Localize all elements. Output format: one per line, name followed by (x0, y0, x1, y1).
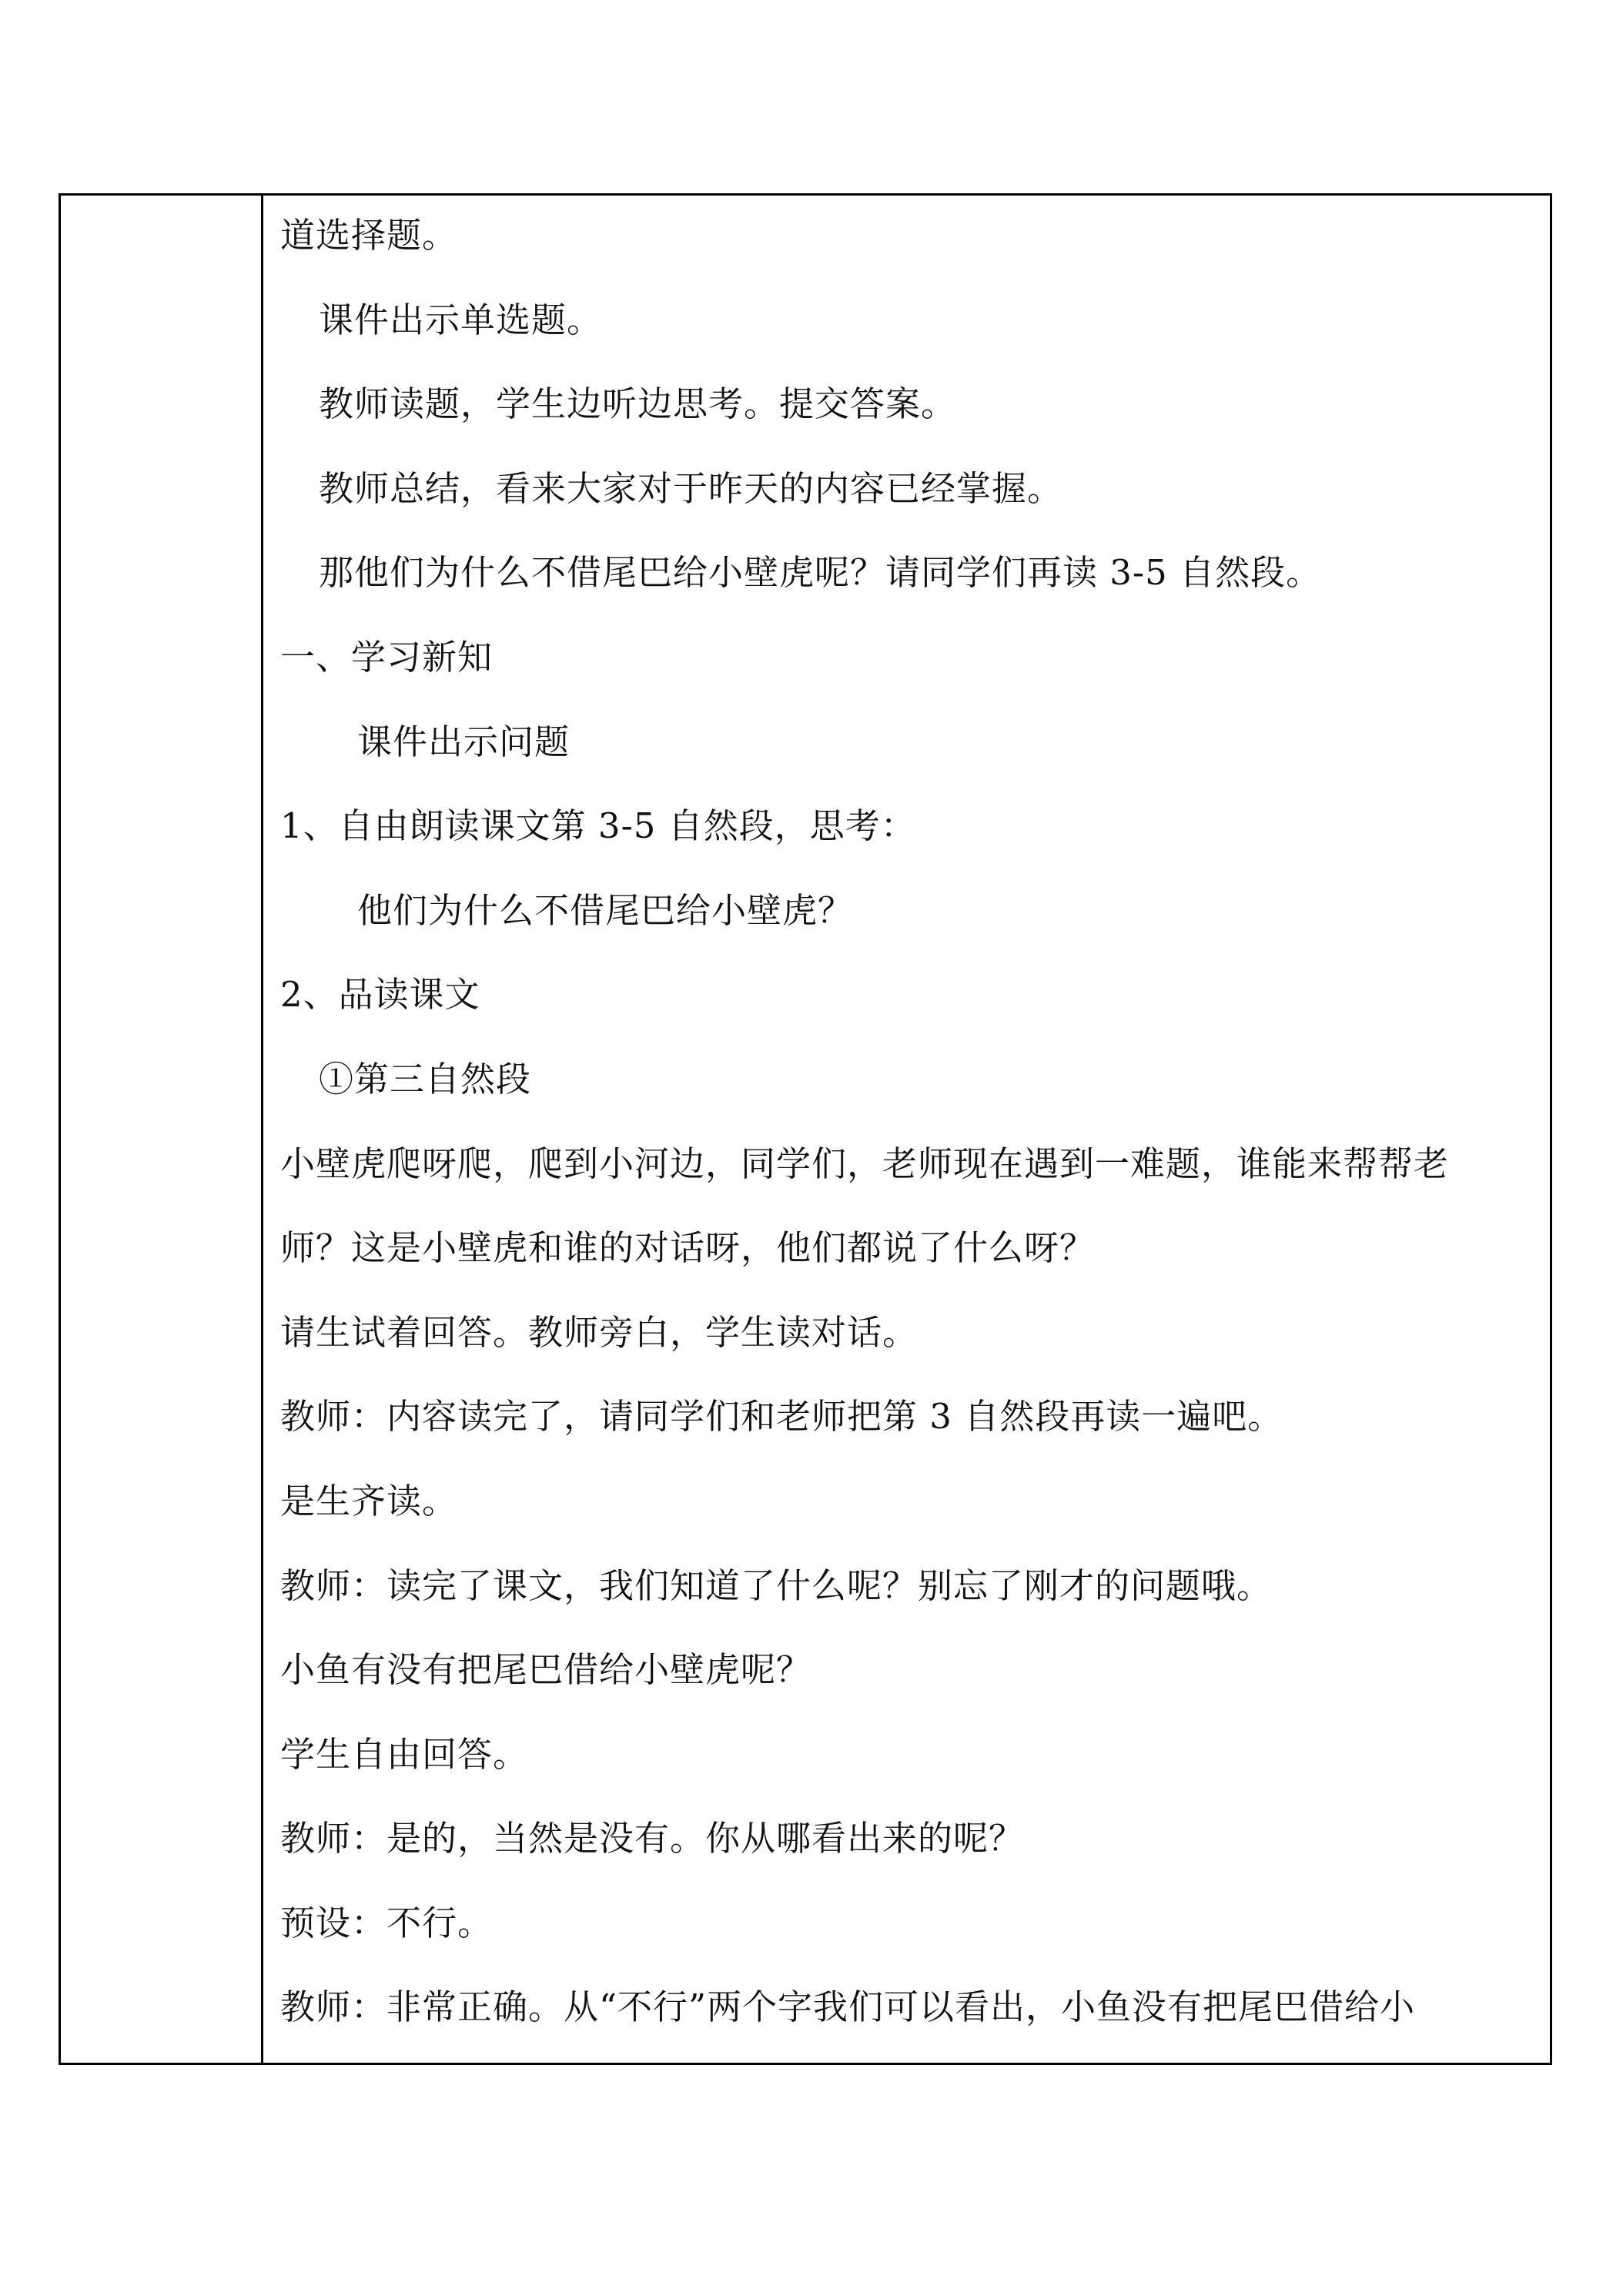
text-line: 道选择题。 (280, 215, 458, 256)
section-heading: 一、学习新知 (280, 636, 494, 678)
content-body (263, 196, 1550, 2063)
text-line: 小鱼有没有把尾巴借给小壁虎呢？ (280, 1649, 812, 1691)
text-line: 小壁虎爬呀爬，爬到小河边，同学们，老师现在遇到一难题，谁能来帮帮老 (280, 1143, 1450, 1184)
numbered-item: 1、自由朗读课文第 3-5 自然段，思考： (280, 805, 916, 847)
text-line: 教师：读完了课文，我们知道了什么呢？别忘了刚才的问题哦。 (280, 1565, 1273, 1606)
text-line: 他们为什么不借尾巴给小壁虎？ (357, 889, 854, 931)
text-line: 那他们为什么不借尾巴给小壁虎呢？请同学们再读 3-5 自然段。 (319, 552, 1322, 594)
text-line: 是生齐读。 (280, 1480, 458, 1521)
table-row (60, 195, 1551, 2064)
text-line: 学生自由回答。 (280, 1733, 529, 1775)
sub-heading: ①第三自然段 (319, 1058, 532, 1099)
text-line: 预设：不行。 (280, 1902, 494, 1943)
text-line: 教师读题，学生边听边思考。提交答案。 (319, 383, 957, 425)
text-line: 教师：非常正确。从“不行”两个字我们可以看出，小鱼没有把尾巴借给小 (280, 1986, 1416, 2028)
text-line: 教师：是的，当然是没有。你从哪看出来的呢？ (280, 1818, 1025, 1859)
text-line: 师？这是小壁虎和谁的对话呀，他们都说了什么呀？ (280, 1227, 1096, 1269)
text-line: 教师：内容读完了，请同学们和老师把第 3 自然段再读一遍吧。 (280, 1396, 1283, 1438)
lesson-plan-table (59, 193, 1552, 2065)
numbered-item: 2、品读课文 (280, 974, 480, 1016)
text-line: 教师总结，看来大家对于昨天的内容已经掌握。 (319, 467, 1063, 509)
text-line: 课件出示单选题。 (319, 299, 603, 340)
left-cell (60, 195, 263, 2064)
text-line: 课件出示问题 (357, 721, 571, 762)
text-line: 请生试着回答。教师旁白，学生读对话。 (280, 1311, 919, 1353)
content-cell (263, 195, 1551, 2064)
